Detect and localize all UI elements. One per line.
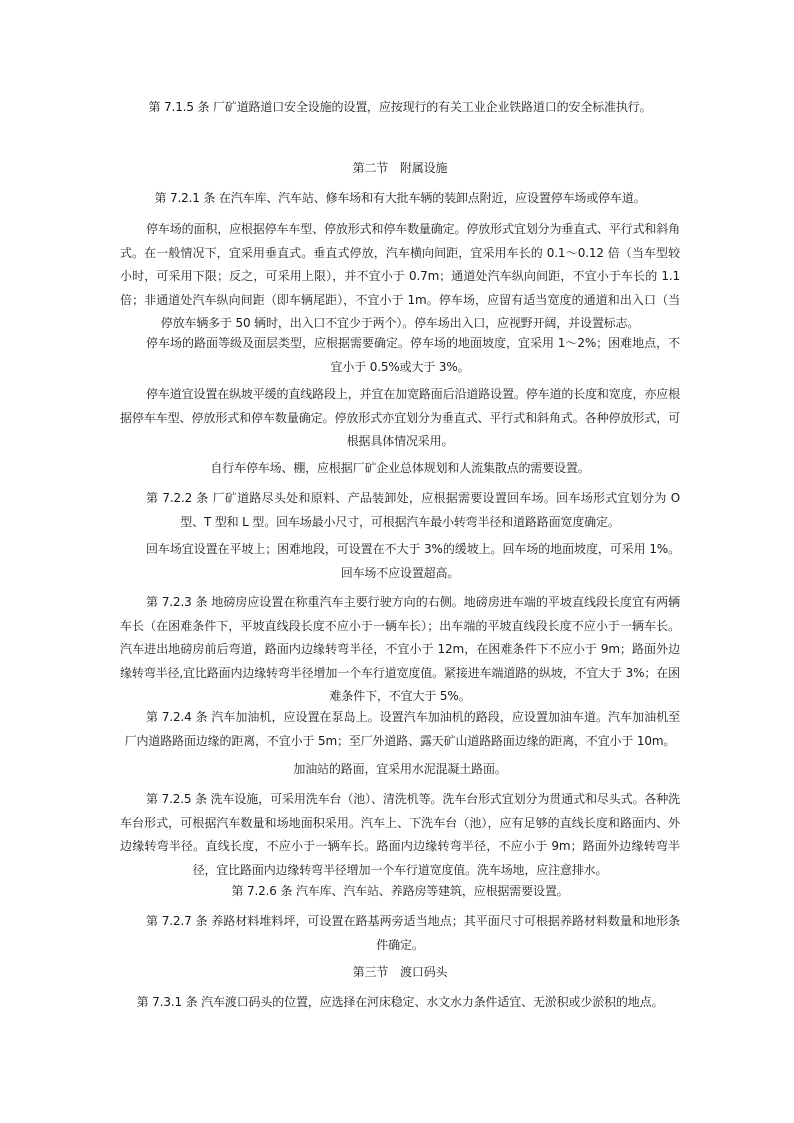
article-7-2-2: 第 7.2.2 条 厂矿道路尽头处和原料、产品装卸处，应根据需要设置回车场。回车场形式宜划分为 O 型、T 型和 L 型。回车场最小尺寸，可根据汽车最小转弯半径和道路路面宽度确定。 — [146, 491, 680, 529]
article-7-1-5: 第 7.1.5 条 厂矿道路道口安全设施的设置，应按现行的有关工业企业铁路道口的安全标准执行。 — [148, 100, 652, 114]
parking-paragraph-4: 自行车停车场、棚，应根据厂矿企业总体规划和人流集散点的需要设置。 — [210, 461, 590, 475]
article-7-3-1: 第 7.3.1 条 汽车渡口码头的位置，应选择在河床稳定、水文水力条件适宜、无淤积或少淤积的地点。 — [136, 995, 664, 1009]
fuel-station-paragraph: 加油站的路面，宜采用水泥混凝土路面。 — [293, 762, 507, 776]
section-3-heading: 第三节 渡口码头 — [352, 965, 448, 979]
article-7-2-6: 第 7.2.6 条 汽车库、汽车站、养路房等建筑，应根据需要设置。 — [231, 884, 569, 898]
article-7-2-3: 第 7.2.3 条 地磅房应设置在称重汽车主要行驶方向的右侧。地磅房进车端的平坡直线段长度宜有两辆车长（在困难条件下，平坡直线段长度不应小于一辆车长）；出车端的平坡直线段长度不应小于一辆车长。汽车进出地磅房前后弯道，路面内边缘转弯半径，不宜小于 12m，在困难条件下不应小于 9m；路面外边缘转弯半径,宜比路面内边缘转弯半径增加一个车行道宽度值。紧接进车端道路的纵坡，不宜大于 3%；在困难条件下，不宜大于 5%。 — [120, 595, 680, 703]
article-7-2-7: 第 7.2.7 条 养路材料堆料坪，可设置在路基两旁适当地点；其平面尺寸可根据养路材料数量和地形条件确定。 — [146, 914, 680, 952]
article-7-2-5: 第 7.2.5 条 洗车设施，可采用洗车台（池）、清洗机等。洗车台形式宜划分为贯通式和尽头式。各种洗车台形式，可根据汽车数量和场地面积采用。汽车上、下洗车台（池），应有足够的直线长度和路面内、外边缘转弯半径。直线长度，不应小于一辆车长。路面内边缘转弯半径，不应小于 9m；路面外边缘转弯半径，宜比路面内边缘转弯半径增加一个车行道宽度值。洗车场地，应注意排水。 — [120, 792, 680, 877]
turnaround-paragraph-1: 回车场宜设置在平坡上；困难地段，可设置在不大于 3%的缓坡上。回车场的地面坡度，可采用 1%。回车场不应设置超高。 — [146, 542, 680, 580]
parking-paragraph-1: 停车场的面积，应根据停车车型、停放形式和停车数量确定。停放形式宜划分为垂直式、平行式和斜角式。在一般情况下，宜采用垂直式。垂直式停放，汽车横向间距，宜采用车长的 0.1～0.12 倍（当车型较小时，可采用下限；反之，可采用上限），并不宜小于 0.7m；通道处汽车纵向间距，不宜小于车长的 1.1 倍；非通道处汽车纵向间距（即车辆尾距），不宜小于 1m。停车场，应留有适当宽度的通道和出入口（当停放车辆多于 50 辆时，出入口不宜少于两个）。停车场出入口，应视野开阔，并设置标志。 — [120, 222, 680, 330]
article-7-2-1: 第 7.2.1 条 在汽车库、汽车站、修车场和有大批车辆的装卸点附近，应设置停车场或停车道。 — [154, 191, 646, 205]
article-7-2-4: 第 7.2.4 条 汽车加油机，应设置在泵岛上。设置汽车加油机的路段，应设置加油车道。汽车加油机至厂内道路路面边缘的距离，不宜小于 5m；至厂外道路、露天矿山道路路面边缘的距离，不宜小于 10m。 — [124, 710, 680, 748]
parking-paragraph-3: 停车道宜设置在纵坡平缓的直线路段上，并宜在加宽路面后沿道路设置。停车道的长度和宽度，亦应根据停车车型、停放形式和停车数量确定。停放形式亦宜划分为垂直式、平行式和斜角式。各种停放形式，可根据具体情况采用。 — [120, 387, 680, 448]
parking-paragraph-2: 停车场的路面等级及面层类型，应根据需要确定。停车场的地面坡度，宜采用 1～2%；困难地点，不宜小于 0.5%或大于 3%。 — [146, 336, 680, 374]
section-2-heading: 第二节 附属设施 — [352, 161, 448, 175]
